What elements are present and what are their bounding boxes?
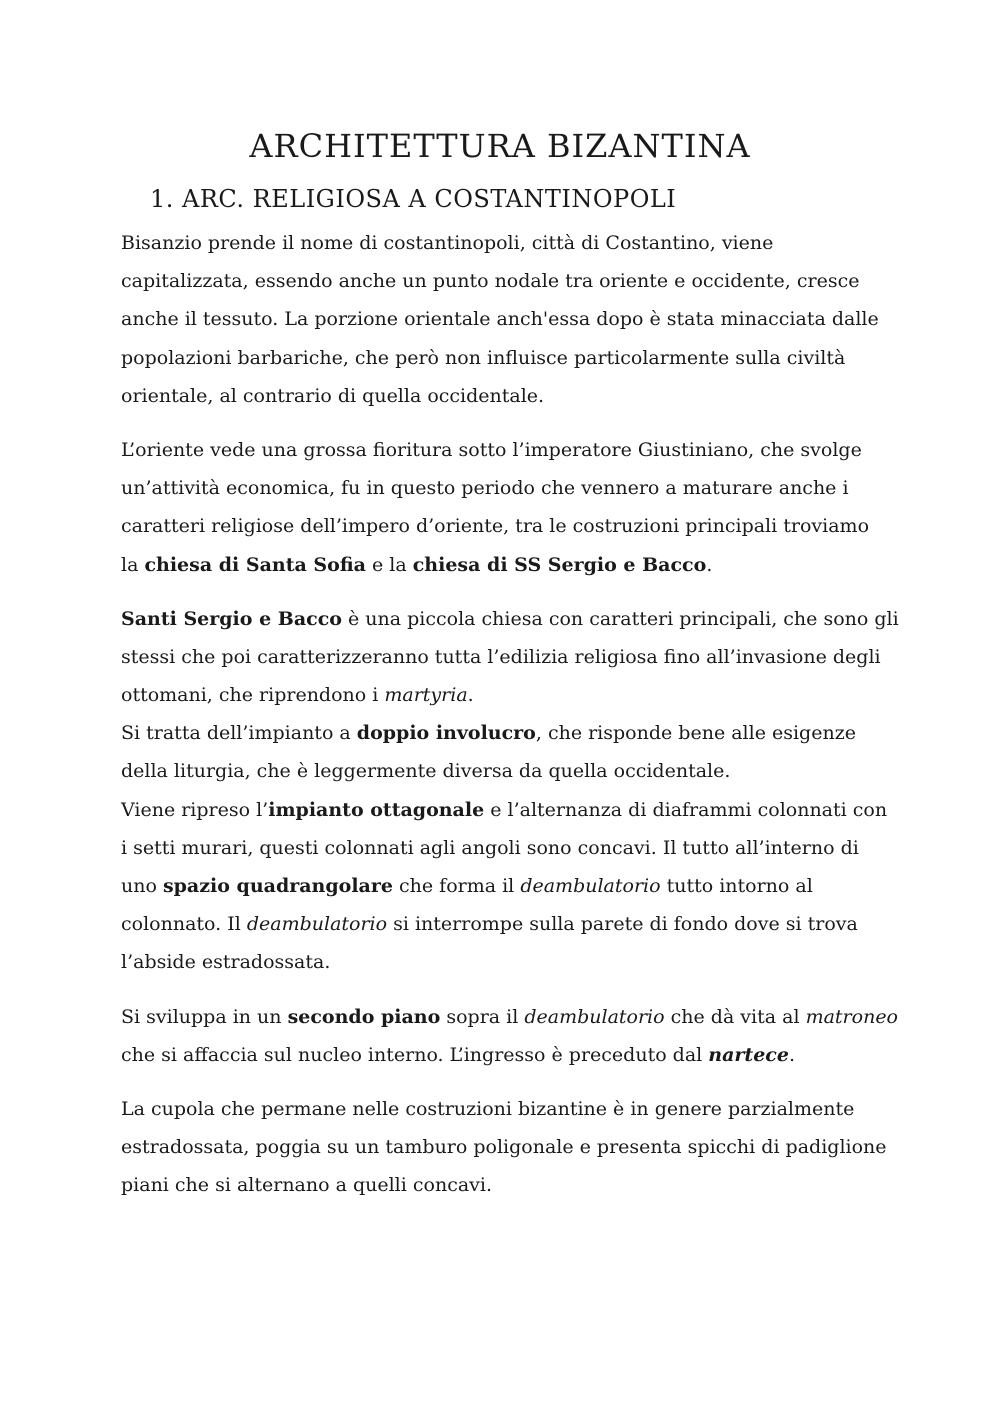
text-line (121, 546, 881, 584)
paragraph (121, 224, 881, 415)
text-segment: Si tratta dell’impianto a (121, 722, 357, 745)
text-line (121, 998, 898, 1036)
text-segment: Viene ripreso l’ (121, 798, 269, 821)
italic-term: matroneo (805, 1005, 898, 1028)
text-line (121, 469, 881, 507)
bold-term: doppio involucro (356, 722, 536, 745)
text-line (121, 752, 881, 790)
italic-term: deambulatorio (520, 875, 661, 897)
text-segment: . (788, 1043, 796, 1066)
text-line (121, 300, 881, 338)
text-segment: uno (121, 875, 163, 897)
italic-term: deambulatorio (524, 1005, 665, 1028)
text-segment: la (121, 553, 145, 576)
text-segment: e la (365, 553, 413, 576)
text-line (121, 943, 881, 981)
text-segment: tutto intorno al (660, 875, 813, 897)
text-segment: della liturgia, che è leggermente diversa da quella occidentale. (121, 760, 731, 783)
text-line (121, 1036, 881, 1074)
text-segment: La cupola che permane nelle costruzioni bizantine è in genere parzialmente (121, 1097, 855, 1120)
italic-term: deambulatorio (246, 913, 388, 936)
text-segment: anche il tessuto. La porzione orientale anch'essa dopo è stata minacciata dalle (121, 308, 879, 331)
text-segment: un’attività economica, fu in questo periodo che vennero a maturare anche i (121, 477, 849, 500)
section-number: 1. (150, 185, 174, 213)
text-segment: i setti murari, questi colonnati agli angoli sono concavi. Il tutto all’interno di (121, 836, 859, 859)
section-heading (150, 179, 676, 219)
bold-term: spazio quadrangolare (162, 875, 393, 897)
text-segment: Bisanzio prende il nome di costantinopoli, città di Costantino, viene (121, 232, 774, 254)
text-line (121, 829, 881, 867)
text-segment: caratteri religiose dell’impero d’oriente, tra le costruzioni principali troviamo (121, 515, 870, 538)
text-line (121, 1090, 881, 1128)
text-segment: Si sviluppa in un (121, 1005, 288, 1028)
bold-term: secondo piano (287, 1005, 441, 1028)
text-segment: che forma il (392, 875, 521, 897)
text-segment: capitalizzata, essendo anche un punto nodale tra oriente e occidente, cresce (121, 270, 860, 293)
bold-term: chiesa di SS Sergio e Bacco (412, 553, 707, 576)
text-segment: , che risponde bene alle esigenze (535, 722, 856, 745)
bold-term: chiesa di Santa Sofia (144, 553, 366, 576)
text-segment: orientale, al contrario di quella occidentale. (121, 384, 545, 407)
text-segment: colonnato. Il (121, 913, 247, 936)
text-segment: che si affaccia sul nucleo interno. L’ingresso è preceduto dal (121, 1043, 709, 1066)
paragraph (121, 431, 881, 584)
text-segment: L’oriente vede una grossa fioritura sotto l’imperatore Giustiniano, che svolge (121, 438, 862, 461)
section-title: ARC. RELIGIOSA A COSTANTINOPOLI (182, 185, 677, 213)
document-title: ARCHITETTURA BIZANTINA (249, 127, 751, 165)
text-segment: si interrompe sulla parete di fondo dove si trova (387, 913, 858, 936)
bold-term: impianto ottagonale (268, 798, 485, 821)
document-body (121, 224, 899, 1221)
text-segment: è una piccola chiesa con caratteri principali, che sono gli (341, 607, 899, 630)
text-line (121, 262, 881, 300)
text-segment: l’abside estradossata. (121, 951, 331, 974)
paragraph (121, 600, 899, 982)
text-segment: popolazioni barbariche, che però non influisce particolarmente sulla civiltà (121, 346, 846, 369)
paragraph (121, 1090, 887, 1205)
text-line (121, 377, 881, 415)
text-segment: e l’alternanza di diaframmi colonnati con (484, 798, 888, 821)
text-segment: . (467, 684, 474, 707)
text-line (121, 431, 881, 469)
text-line (121, 224, 881, 262)
text-line (121, 507, 881, 545)
text-line (121, 600, 899, 638)
text-line (121, 676, 881, 714)
text-segment: estradossata, poggia su un tamburo poligonale e presenta spicchi di padiglione (121, 1136, 887, 1159)
text-line (121, 1128, 887, 1166)
bold-italic-term: nartece (708, 1043, 789, 1066)
text-segment: stessi che poi caratterizzeranno tutta l’edilizia religiosa fino all’invasione degli (121, 645, 881, 668)
text-segment: che dà vita al (664, 1005, 806, 1028)
text-line (121, 905, 881, 943)
text-segment: sopra il (440, 1005, 525, 1028)
italic-term: martyria (384, 684, 468, 707)
text-line (121, 867, 881, 905)
text-segment: ottomani, che riprendono i (121, 684, 385, 707)
text-line (121, 638, 881, 676)
text-line (121, 339, 881, 377)
text-line (121, 714, 881, 752)
text-line (121, 1166, 881, 1204)
bold-term: Santi Sergio e Bacco (121, 607, 342, 630)
text-segment: piani che si alternano a quelli concavi. (121, 1174, 493, 1197)
paragraph (121, 998, 898, 1074)
text-segment: . (706, 553, 713, 576)
text-line (121, 791, 888, 829)
